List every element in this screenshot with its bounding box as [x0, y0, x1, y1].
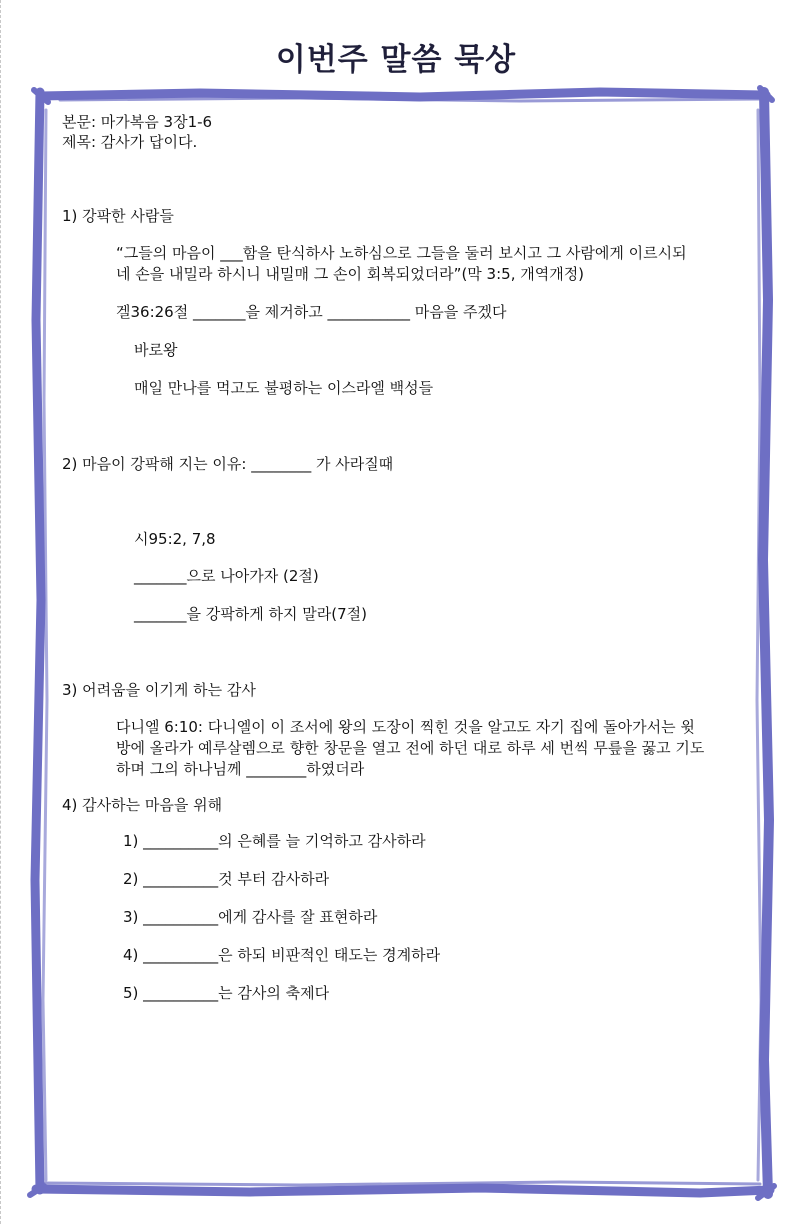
gratitude-item: 4) __________은 하되 비판적인 태도는 경계하라 — [123, 946, 441, 964]
gratitude-item: 3) __________에게 감사를 잘 표현하라 — [123, 908, 378, 926]
section4-heading: 4) 감사하는 마음을 위해 — [62, 796, 223, 814]
section1-quote-line2: 네 손을 내밀라 하시니 내밀매 그 손이 회복되었더라”(막 3:5, 개역개정) — [116, 265, 585, 283]
subject-line: 제목: 감사가 답이다. — [62, 133, 198, 151]
example-israel: 매일 만나를 먹고도 불평하는 이스라엘 백성들 — [134, 379, 434, 397]
gratitude-item: 2) __________것 부터 감사하라 — [123, 870, 330, 888]
gratitude-item: 1) __________의 은혜를 늘 기억하고 감사하라 — [123, 832, 426, 850]
section1-quote-line1: “그들의 마음이 ___함을 탄식하사 노하심으로 그들을 둘러 보시고 그 사람에게 이르시되 — [116, 244, 687, 262]
passage-line: 본문: 마가복음 3장1-6 — [62, 113, 213, 131]
page-title: 이번주 말씀 묵상 — [275, 42, 517, 78]
section3-heading: 3) 어려움을 이기게 하는 감사 — [62, 681, 256, 699]
daniel-line-2: 방에 올라가 예루살렘으로 향한 창문을 열고 전에 하던 대로 하루 세 번씩 무릎을 꿇고 기도 — [116, 739, 705, 757]
section1-heading: 1) 강팍한 사람들 — [62, 207, 174, 225]
daniel-line-3: 하며 그의 하나님께 ________하였더라 — [116, 760, 365, 778]
section2-heading: 2) 마음이 강팍해 지는 이유: ________ 가 사라질때 — [62, 455, 394, 473]
psalm-line-2: _______을 강팍하게 하지 말라(7절) — [134, 605, 367, 623]
gratitude-item: 5) __________는 감사의 축제다 — [123, 984, 330, 1002]
psalm-reference: 시95:2, 7,8 — [134, 530, 216, 548]
ezekiel-line: 겔36:26절 _______을 제거하고 ___________ 마음을 주겠다 — [116, 303, 507, 321]
psalm-line-1: _______으로 나아가자 (2절) — [134, 567, 319, 585]
example-pharaoh: 바로왕 — [134, 341, 178, 359]
daniel-line-1: 다니엘 6:10: 다니엘이 이 조서에 왕의 도장이 찍힌 것을 알고도 자기 집에 돌아가서는 윗 — [116, 718, 695, 736]
